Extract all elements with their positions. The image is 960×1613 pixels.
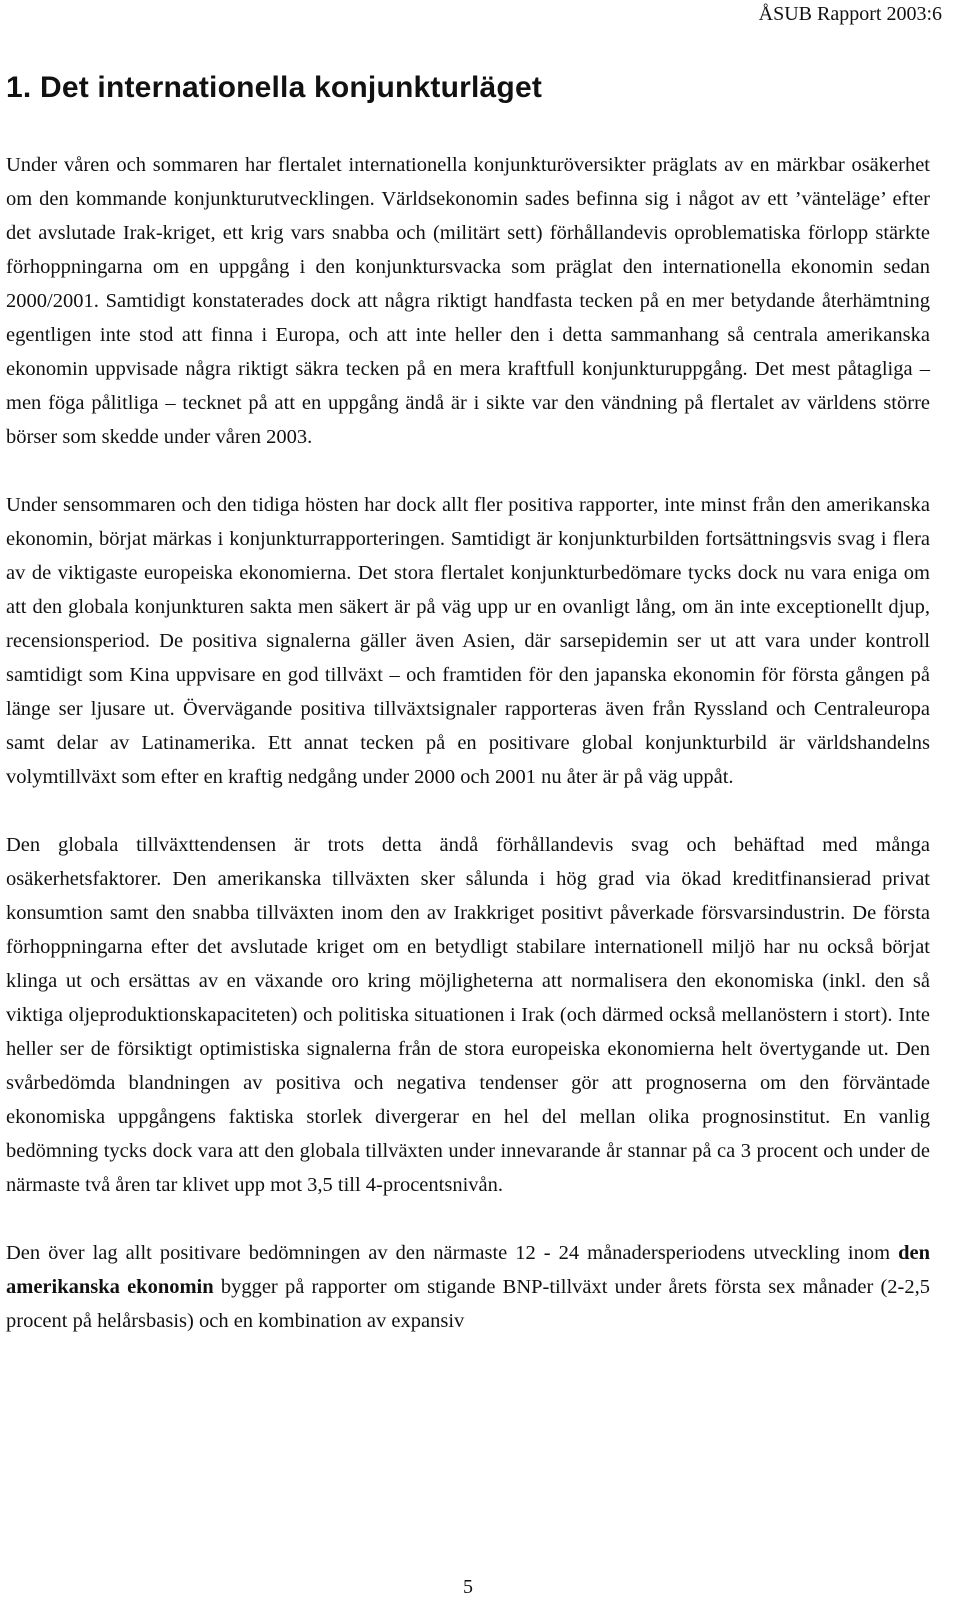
paragraph-4-rest: bygger på rapporter om stigande BNP-tillväxt under årets första sex månader (2-2,5 procent på helårsbasis) och en kombination av expansiv — [6, 1276, 930, 1332]
paragraph-4 — [6, 1236, 930, 1338]
paragraph-2: Under sensommaren och den tidiga hösten har dock allt fler positiva rapporter, inte minst från den amerikanska ekonomin, börjat märkas i konjunkturrapporteringen. Samtidigt är konjunkturbilden fortsättningsvis svag i flera av de viktigaste europeiska ekonomierna. Det stora flertalet konjunkturbedömare tycks dock nu vara eniga om att den globala konjunkturen sakta men säkert är på väg upp ur en ovanligt lång, om än inte exceptionellt djup, recensionsperiod. De positiva signalerna gäller även Asien, där sarsepidemin ser ut att vara under kontroll samtidigt som Kina uppvisare en god tillväxt – och framtiden för den japanska ekonomin för första gången på länge ser ljusare ut. Övervägande positiva tillväxtsignaler rapporteras även från Ryssland och Centraleuropa samt delar av Latinamerika. Ett annat tecken på en positivare global konjunkturbild är världshandelns volymtillväxt som efter en kraftig nedgång under 2000 och 2001 nu åter är på väg uppåt. — [6, 494, 930, 788]
paragraph-4-lead: Den över lag allt positivare bedömningen av den närmaste 12 - 24 månadersperiodens utveckling inom — [6, 1242, 899, 1264]
section-title: 1. Det internationella konjunkturläget — [6, 71, 543, 104]
paragraph-4-emphasis: den amerikanska ekonomin — [6, 1242, 930, 1298]
paragraph-3: Den globala tillväxttendensen är trots detta ändå förhållandevis svag och behäftad med många osäkerhetsfaktorer. Den amerikanska tillväxten sker sålunda i hög grad via ökad kreditfinansierad privat konsumtion samt den snabba tillväxten inom den av Irakkriget positivt påverkade försvarsindustrin. De första förhoppningarna efter det avslutade kriget om en betydligt stabilare internationell miljö har nu också börjat klinga ut och ersättas av en växande oro kring möjligheterna att normalisera den ekonomiska (inkl. den så viktiga oljeproduktionskapaciteten) och politiska situationen i Irak (och därmed också mellanöstern i stort). Inte heller ser de försiktigt optimistiska signalerna från de stora europeiska ekonomierna helt övertygande ut. Den svårbedömda blandningen av positiva och negativa tendenser gör att prognoserna om den förväntade ekonomiska uppgångens faktiska storlek divergerar en hel del mellan olika prognosinstitut. En vanlig bedömning tycks dock vara att den globala tillväxten under innevarande år stannar på ca 3 procent och under de närmaste två åren tar klivet upp mot 3,5 till 4-procentsnivån. — [6, 834, 930, 1196]
running-header: ÅSUB Rapport 2003:6 — [758, 3, 942, 25]
paragraph-1: Under våren och sommaren har flertalet internationella konjunkturöversikter präglats av en märkbar osäkerhet om den kommande konjunkturutvecklingen. Världsekonomin sades befinna sig i något av ett ’vänteläge’ efter det avslutade Irak-kriget, ett krig vars snabba och (militärt sett) förhållandevis oproblematiska förlopp stärkte förhoppningarna om en uppgång i den konjunktursvacka som präglat den internationella ekonomin sedan 2000/2001. Samtidigt konstaterades dock att några riktigt handfasta tecken på en mer betydande återhämtning egentligen inte stod att finna i Europa, och att inte heller den i detta sammanhang så centrala amerikanska ekonomin uppvisade några riktigt säkra tecken på en mera kraftfull konjunkturuppgång. Det mest påtagliga – men föga pålitliga – tecknet på att en uppgång ändå är i sikte var den vändning på flertalet av världens större börser som skedde under våren 2003. — [6, 154, 930, 448]
page-number: 5 — [463, 1576, 473, 1598]
body-text — [6, 148, 930, 1372]
